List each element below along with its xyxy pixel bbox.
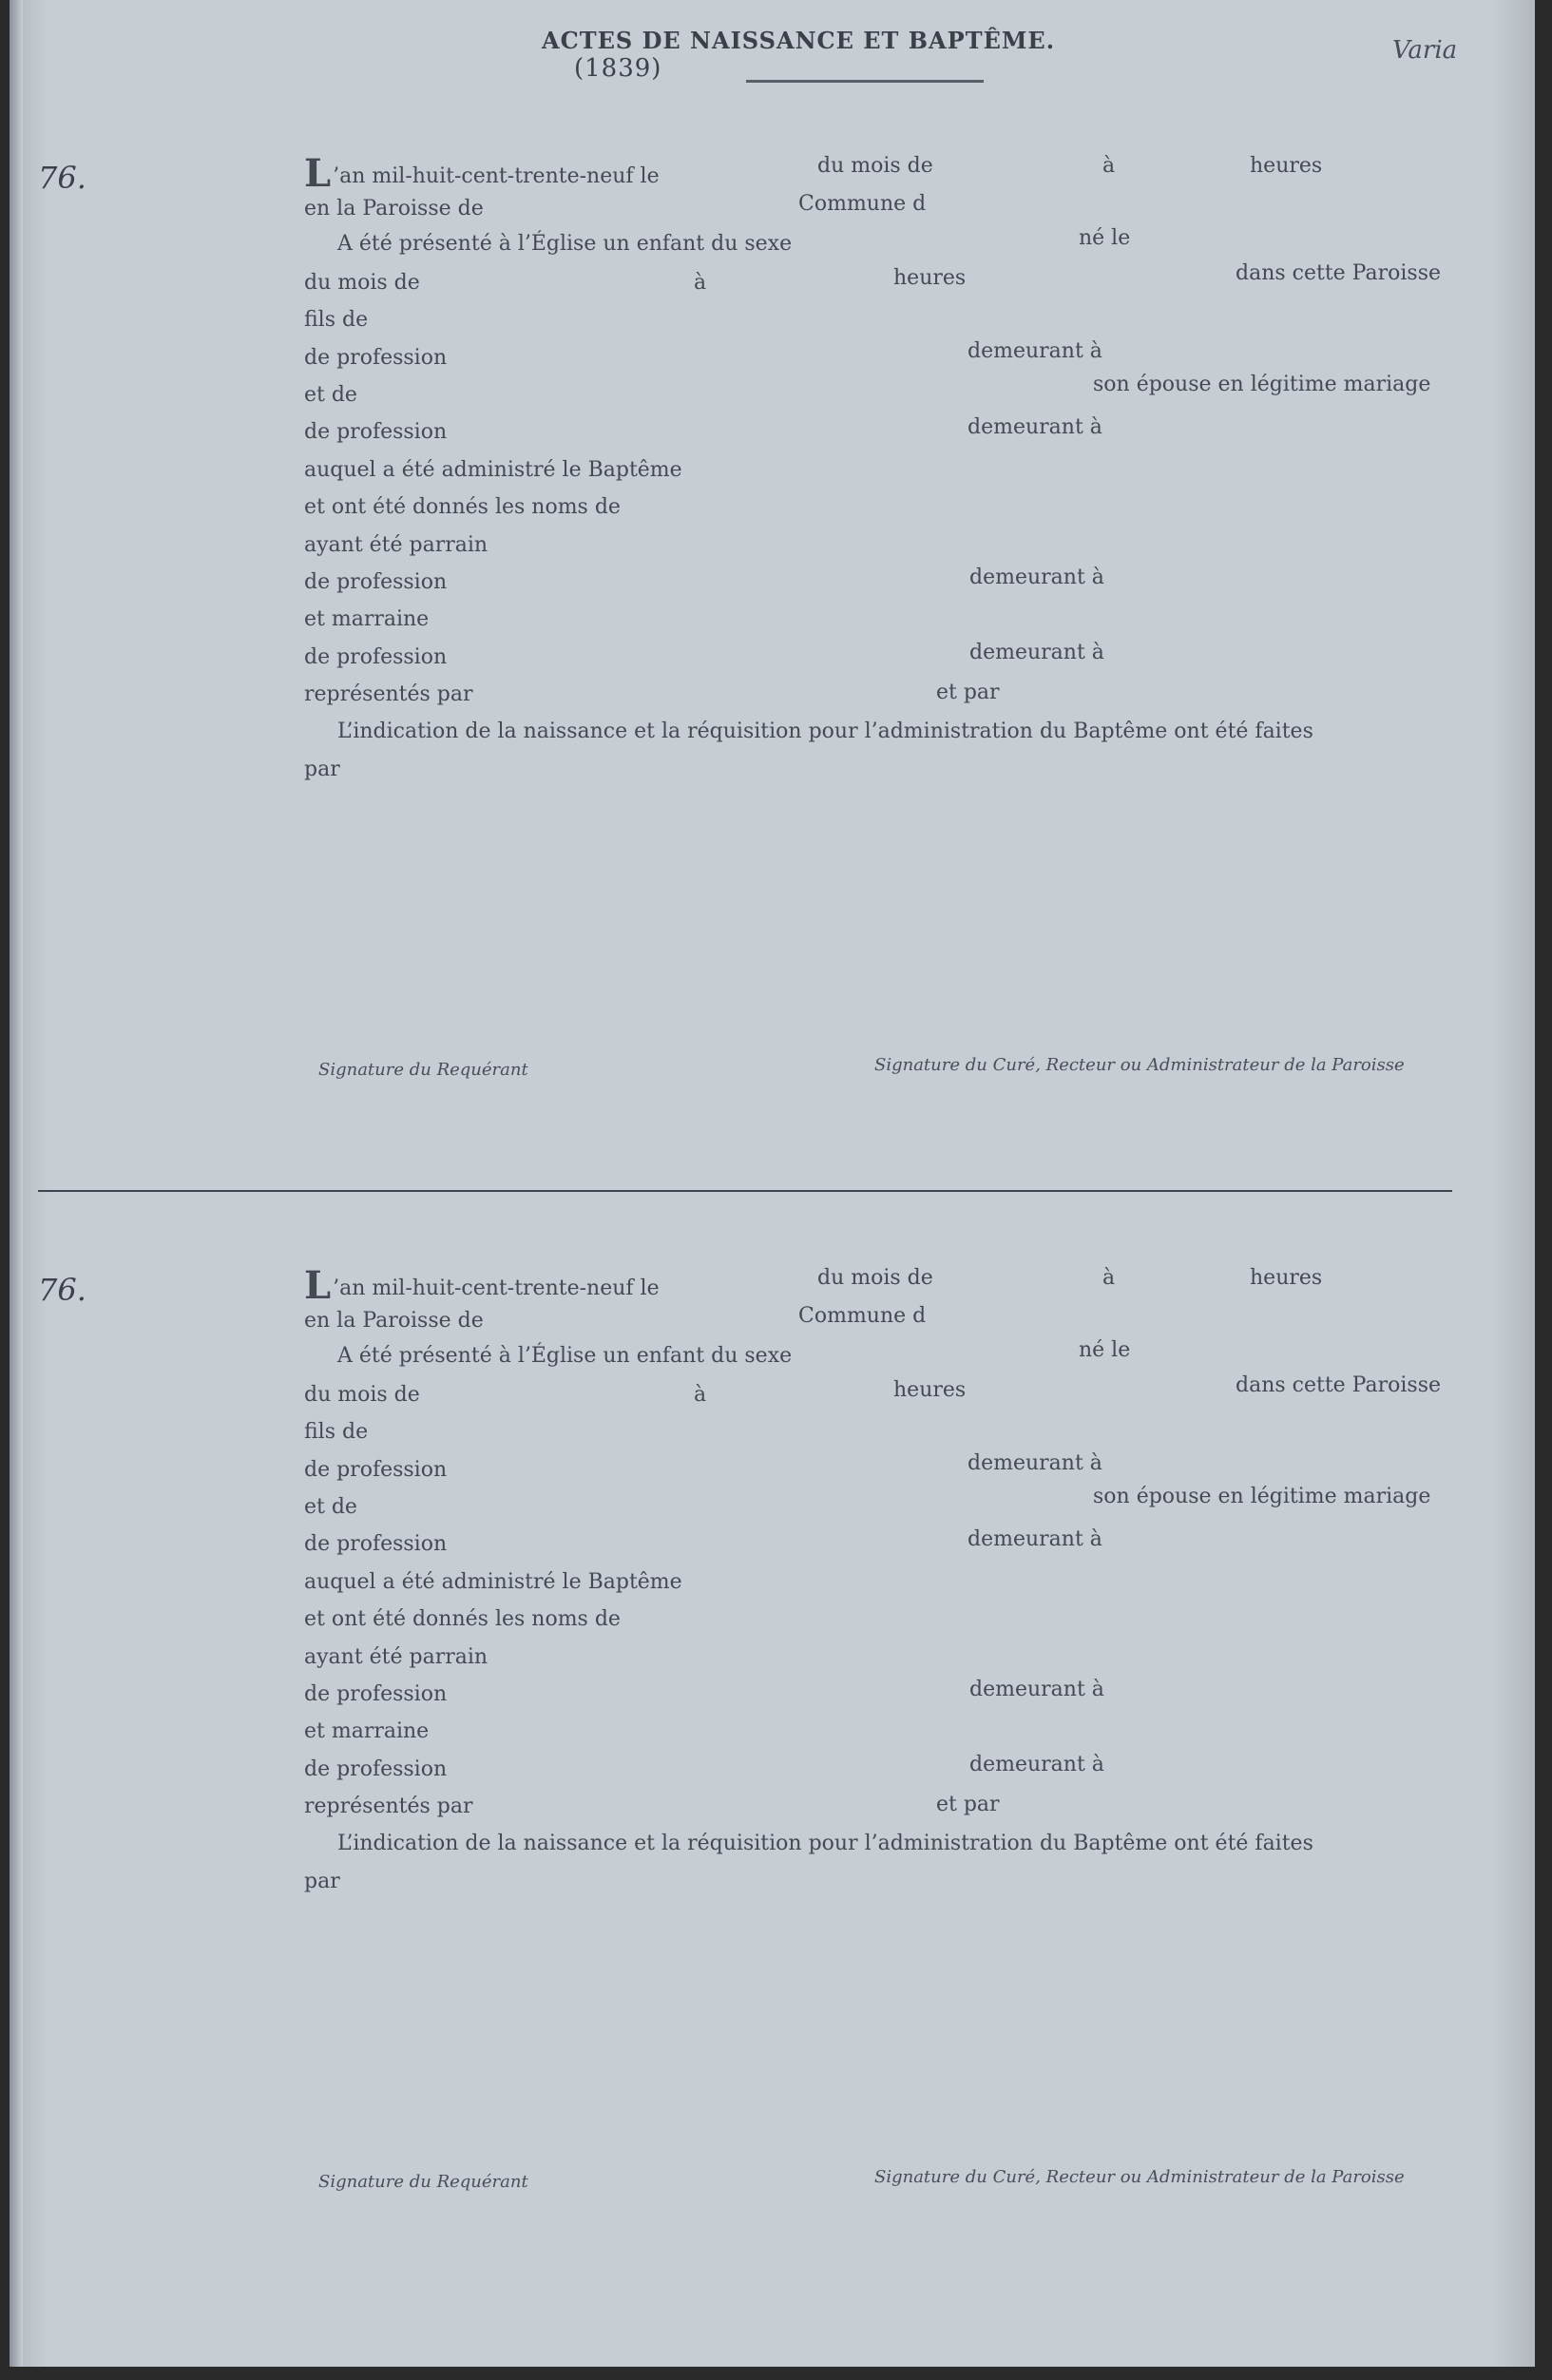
form-line: et par (936, 1793, 1000, 1816)
form-line: de profession (304, 1682, 448, 1706)
form-line: de profession (304, 1532, 448, 1556)
form-line: L’indication de la naissance et la réquisition pour l’administration du Baptême ont été faites (337, 1832, 1313, 1855)
form-line (304, 1263, 660, 1308)
form-line: demeurant à (968, 1451, 1102, 1475)
form-line: heures (1250, 154, 1323, 178)
form-line: A été présenté à l’Église un enfant du sexe (337, 1344, 793, 1368)
form-line: dans cette Paroisse (1236, 1373, 1442, 1397)
drop-cap: L (304, 1263, 332, 1308)
signature-cure-label: Signature du Curé, Recteur ou Administrateur de la Paroisse (874, 2167, 1405, 2187)
form-line: demeurant à (969, 641, 1104, 664)
form-line: et ont été donnés les noms de (304, 1607, 621, 1631)
form-line: dans cette Paroisse (1236, 261, 1442, 285)
form-line: L’indication de la naissance et la réquisition pour l’administration du Baptême ont été faites (337, 720, 1313, 743)
act-number: 76. (38, 1272, 86, 1308)
form-line: son épouse en légitime mariage (1093, 373, 1431, 396)
form-line: demeurant à (969, 1753, 1104, 1776)
form-line: à (694, 271, 707, 295)
drop-cap: L (304, 151, 332, 196)
form-line: fils de (304, 308, 369, 332)
form-line: heures (893, 266, 967, 290)
form-line: représentés par (304, 682, 473, 706)
form-line: heures (893, 1378, 967, 1402)
form-line: par (304, 1870, 340, 1893)
form-line: du mois de (817, 154, 933, 178)
page-header (542, 27, 1131, 83)
form-line: de profession (304, 346, 448, 370)
form-line: à (694, 1383, 707, 1407)
form-line: et ont été donnés les noms de (304, 495, 621, 519)
form-line: demeurant à (968, 339, 1102, 363)
form-line-text: ’an mil-huit-cent-trente-neuf le (333, 164, 660, 188)
act-entry-2 (10, 1226, 1535, 2272)
form-line: auquel a été administré le Baptême (304, 1570, 682, 1594)
form-line: à (1102, 154, 1116, 178)
form-line: demeurant à (969, 566, 1104, 589)
register-page (10, 0, 1535, 2367)
form-line: demeurant à (969, 1678, 1104, 1701)
form-line: heures (1250, 1266, 1323, 1290)
form-line: né le (1079, 1338, 1131, 1362)
page-year: (1839) (574, 54, 662, 83)
form-line: son épouse en légitime mariage (1093, 1485, 1431, 1508)
form-line: du mois de (304, 271, 420, 295)
form-line: et marraine (304, 1719, 430, 1743)
form-line: de profession (304, 645, 448, 669)
form-line: A été présenté à l’Église un enfant du sexe (337, 232, 793, 256)
form-line: Commune d (798, 1304, 927, 1328)
form-line: et de (304, 383, 357, 407)
form-line: à (1102, 1266, 1116, 1290)
form-line: en la Paroisse de (304, 197, 484, 221)
form-line: de profession (304, 570, 448, 594)
form-line: fils de (304, 1420, 369, 1444)
form-line: né le (1079, 226, 1131, 250)
signature-requerant-label: Signature du Requérant (318, 2172, 528, 2192)
form-line: de profession (304, 1458, 448, 1482)
act-entry-1 (10, 114, 1535, 1160)
form-line: demeurant à (968, 1527, 1102, 1551)
form-line (304, 151, 660, 196)
act-divider (38, 1190, 1452, 1192)
signature-requerant-label: Signature du Requérant (318, 1060, 528, 1080)
act-number: 76. (38, 160, 86, 196)
form-line: par (304, 758, 340, 781)
form-line: du mois de (817, 1266, 933, 1290)
form-line: et marraine (304, 607, 430, 631)
form-line: de profession (304, 1757, 448, 1781)
form-line: et par (936, 681, 1000, 704)
form-line: auquel a été administré le Baptême (304, 458, 682, 482)
signature-cure-label: Signature du Curé, Recteur ou Administrateur de la Paroisse (874, 1055, 1405, 1075)
form-line: de profession (304, 420, 448, 444)
form-line: Commune d (798, 192, 927, 216)
header-rule (746, 80, 984, 83)
form-line: du mois de (304, 1383, 420, 1407)
form-line: représentés par (304, 1795, 473, 1818)
form-line: ayant été parrain (304, 1645, 489, 1669)
form-line: ayant été parrain (304, 533, 489, 557)
form-line-text: ’an mil-huit-cent-trente-neuf le (333, 1276, 660, 1300)
form-line: en la Paroisse de (304, 1309, 484, 1333)
form-line: demeurant à (968, 415, 1102, 439)
page-title: ACTES DE NAISSANCE ET BAPTÊME. (542, 27, 1056, 54)
form-line: et de (304, 1495, 357, 1519)
corner-annotation: Varia (1392, 36, 1458, 65)
